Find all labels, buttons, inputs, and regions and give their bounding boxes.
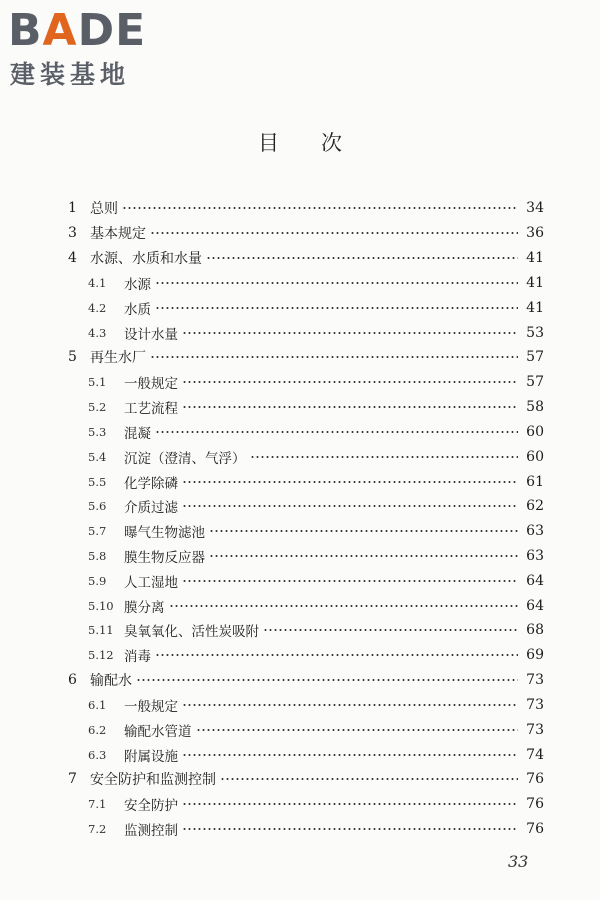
dot-leader [155, 307, 518, 309]
toc-entry-number: 5.10 [88, 598, 114, 613]
toc-entry-page: 58 [526, 399, 544, 416]
toc-entry-number: 5.8 [88, 549, 107, 563]
toc-entry-title: 总则 [90, 201, 118, 218]
dot-leader [122, 207, 518, 209]
toc-entry-page: 64 [526, 597, 544, 614]
toc-entry-title: 沉淀（澄清、气浮） [124, 450, 246, 467]
toc-entry[interactable] [68, 717, 544, 742]
toc-entry-title: 介质过滤 [124, 500, 178, 517]
toc-entry-number: 7.1 [88, 797, 107, 812]
toc-entry-title: 人工湿地 [124, 574, 178, 591]
dot-leader [182, 332, 518, 334]
toc-entry-number: 5.7 [88, 524, 107, 539]
toc-entry-title: 水质 [124, 301, 151, 318]
toc-entry-page: 41 [526, 250, 544, 267]
logo-subtitle: 建装基地 [10, 60, 131, 89]
toc-entry-title: 一般规定 [124, 376, 178, 393]
toc-entry-page: 73 [526, 672, 544, 689]
dot-leader [182, 580, 518, 582]
toc-entry[interactable] [68, 693, 544, 718]
toc-entry-title: 化学除磷 [124, 475, 178, 492]
toc-entry[interactable] [68, 817, 544, 842]
toc-entry-title: 设计水量 [124, 326, 178, 343]
toc-entry[interactable] [68, 395, 544, 420]
toc-entry-page: 41 [526, 274, 544, 291]
toc-entry-number: 5 [68, 349, 77, 366]
toc-entry-page: 62 [526, 498, 544, 515]
toc-entry-page: 41 [526, 299, 544, 316]
toc-entry-page: 61 [526, 473, 544, 490]
dot-leader [209, 530, 518, 532]
dot-leader [182, 406, 518, 408]
logo-accent-letter: A [42, 5, 78, 56]
toc-entry[interactable] [68, 593, 544, 618]
toc-entry[interactable] [68, 668, 544, 693]
toc-entry-page: 63 [526, 548, 544, 564]
toc-entry-page: 68 [526, 622, 544, 639]
toc-entry-page: 36 [526, 225, 544, 242]
toc-entry-page: 63 [526, 523, 544, 540]
toc-entry[interactable] [68, 270, 544, 295]
toc-entry-title: 膜分离 [124, 599, 165, 616]
dot-leader [263, 629, 518, 631]
dot-leader [155, 282, 518, 284]
toc-entry-page: 74 [526, 746, 544, 763]
toc-entry-page: 64 [526, 572, 544, 589]
toc-entry-number: 6.3 [88, 747, 107, 762]
dot-leader [182, 505, 518, 507]
toc-entry-title: 水源、水质和水量 [90, 251, 202, 268]
toc-entry[interactable] [68, 469, 544, 494]
dot-leader [250, 456, 519, 458]
dot-leader [209, 555, 518, 557]
dot-leader [220, 778, 518, 780]
page-number: 33 [508, 852, 529, 871]
toc-entry-page: 76 [526, 821, 544, 838]
toc-entry-number: 5.3 [88, 424, 107, 439]
toc-entry[interactable] [68, 792, 544, 817]
toc-entry-number: 5.9 [88, 573, 107, 588]
toc-entry[interactable] [68, 742, 544, 767]
toc-entry[interactable] [68, 419, 544, 444]
page-title: 目 次 [258, 131, 342, 155]
toc-entry-number: 7 [68, 771, 77, 788]
toc-entry-number: 1 [68, 200, 77, 217]
toc-entry-number: 5.5 [88, 474, 107, 489]
toc-entry-number: 4 [68, 250, 77, 267]
toc-entry-title: 输配水 [90, 673, 132, 690]
toc-entry-number: 5.4 [88, 449, 107, 464]
toc-entry-number: 5.1 [88, 375, 107, 390]
toc-entry[interactable] [68, 320, 544, 345]
toc-entry-page: 73 [526, 696, 544, 713]
toc-entry[interactable] [68, 618, 544, 643]
toc-entry[interactable] [68, 196, 544, 221]
dot-leader [182, 381, 518, 383]
toc-entry-title: 一般规定 [124, 698, 178, 715]
toc-entry-number: 5.11 [88, 623, 114, 638]
toc-entry-title: 输配水管道 [124, 723, 192, 740]
toc-entry-title: 工艺流程 [124, 401, 178, 418]
toc-entry-number: 5.6 [88, 499, 107, 514]
toc-entry-number: 3 [68, 225, 77, 242]
toc-entry[interactable] [68, 643, 544, 668]
dot-leader [196, 729, 519, 731]
toc-entry-title: 再生水厂 [90, 350, 146, 367]
toc-entry[interactable] [68, 444, 544, 469]
toc-entry-title: 附属设施 [124, 748, 178, 765]
toc-entry[interactable] [68, 767, 544, 792]
toc-entry-title: 安全防护 [124, 798, 178, 815]
toc-entry-title: 臭氧氧化、活性炭吸附 [124, 624, 259, 641]
toc-entry-title: 安全防护和监测控制 [90, 772, 216, 789]
toc-entry-number: 6.2 [88, 722, 107, 737]
toc-entry-page: 76 [526, 771, 544, 788]
toc-entry-page: 57 [526, 349, 544, 366]
toc-entry-number: 5.12 [88, 648, 114, 663]
toc-entry[interactable] [68, 494, 544, 519]
toc-entry-title: 水源 [124, 276, 151, 293]
toc-entry-page: 73 [526, 721, 544, 738]
toc-entry-title: 混凝 [124, 425, 151, 442]
toc-entry-page: 60 [526, 448, 544, 465]
dot-leader [136, 679, 518, 681]
toc-entry[interactable] [68, 370, 544, 395]
toc-entry-page: 57 [526, 374, 544, 391]
bade-logo [8, 6, 178, 92]
toc-entry-title: 曝气生物滤池 [124, 525, 205, 542]
toc-entry-number: 4.3 [88, 325, 107, 340]
toc-entry-number: 4.1 [88, 275, 107, 290]
toc-entry-page: 60 [526, 423, 544, 440]
toc-entry-page: 53 [526, 324, 544, 341]
dot-leader [155, 431, 518, 433]
dot-leader [206, 257, 518, 259]
dot-leader [169, 605, 519, 607]
toc-entry-title: 监测控制 [124, 823, 178, 840]
dot-leader [182, 754, 518, 756]
toc-entry[interactable] [68, 246, 544, 271]
toc-entry-title: 膜生物反应器 [124, 550, 205, 566]
dot-leader [182, 828, 518, 830]
toc-entry-page: 76 [526, 796, 544, 813]
dot-leader [182, 803, 518, 805]
toc-entry-number: 4.2 [88, 300, 107, 315]
toc-entry[interactable] [68, 568, 544, 593]
toc-entry-number: 6 [68, 672, 77, 689]
toc-entry-number: 6.1 [88, 697, 107, 712]
toc-entry-title: 消毒 [124, 649, 151, 666]
toc-entry[interactable] [68, 221, 544, 246]
toc-entry[interactable] [68, 519, 544, 544]
dot-leader [150, 232, 518, 234]
toc-entry-page: 34 [526, 200, 544, 217]
dot-leader [150, 356, 518, 358]
table-of-contents [68, 196, 544, 842]
toc-entry-page: 69 [526, 647, 544, 664]
toc-entry[interactable] [68, 345, 544, 370]
dot-leader [155, 654, 518, 656]
toc-entry[interactable] [68, 295, 544, 320]
toc-entry-title: 基本规定 [90, 226, 146, 243]
logo-wordmark: BADE [8, 5, 147, 56]
toc-entry-number: 7.2 [88, 822, 107, 837]
dot-leader [182, 704, 518, 706]
dot-leader [182, 481, 518, 483]
toc-entry[interactable] [68, 544, 544, 569]
toc-entry-number: 5.2 [88, 400, 107, 415]
